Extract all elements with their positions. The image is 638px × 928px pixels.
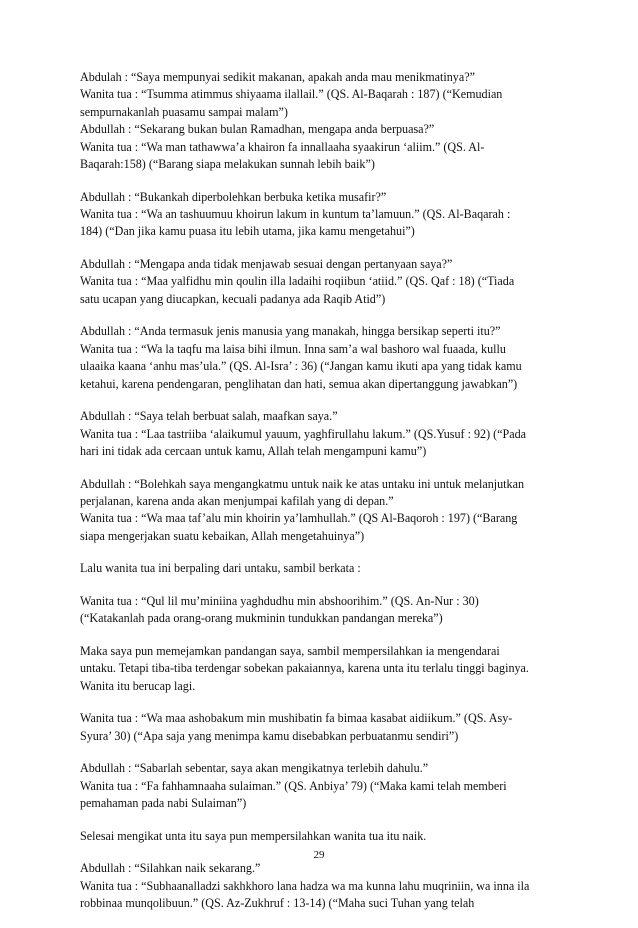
text-line: Syura’ 30) (“Apa saja yang menimpa kamu disebabkan perbuatanmu sendiri”) [80, 728, 459, 743]
text-line: Lalu wanita tua ini berpaling dari untaku, sambil berkata : [80, 561, 361, 576]
text-line: robbinaa munqolibuun.” (QS. Az-Zukhruf : 13-14) (“Maha suci Tuhan yang telah [80, 896, 475, 911]
text-line: Wanita tua : “Wa maa ashobakum min mushibatin fa bimaa kasabat aidiikum.” (QS. Asy- [80, 711, 513, 726]
text-line: Wanita tua : “Wa an tashuumuu khoirun lakum in kuntum ta’lamuun.” (QS. Al-Baqarah : [80, 207, 511, 222]
text-line: Selesai mengikat unta itu saya pun mempersilahkan wanita tua itu naik. [80, 828, 427, 843]
text-line: 184) (“Dan jika kamu puasa itu lebih utama, jika kamu mengetahui”) [80, 224, 415, 239]
page-body-text [80, 69, 566, 928]
text-line: Wanita tua : “Laa tastriiba ‘alaikumul yauum, yaghfirullahu lakum.” (QS.Yusuf : 92) (“Pada [80, 426, 527, 441]
text-line: Abdullah : “Saya telah berbuat salah, maafkan saya.” [80, 409, 338, 424]
text-line: perjalanan, karena anda akan menjumpai kafilah yang di depan.” [80, 494, 394, 509]
text-line: Abdullah : “Silahkan naik sekarang.” [80, 861, 261, 876]
text-line: ulaaika kaana ‘anhu mas’ula.” (QS. Al-Isra’ : 36) (“Jangan kamu ikuti apa yang tidak kamu [80, 359, 522, 374]
paragraph [80, 408, 566, 460]
page-number: 29 [313, 849, 325, 861]
text-line: Wanita tua : “Qul lil mu’miniina yaghdudhu min abshoorihim.” (QS. An-Nur : 30) [80, 594, 479, 609]
text-line: ketahui, karena pendengaran, penglihatan dan hati, semua akan dipertanggung jawabkan”) [80, 376, 518, 391]
paragraph [80, 69, 566, 173]
paragraph [80, 560, 566, 577]
text-line: (“Katakanlah pada orang-orang mukminin tundukkan pandangan mereka”) [80, 611, 443, 626]
text-line: Wanita tua : “Wa maa taf’alu min khoirin ya’lamhullah.” (QS Al-Baqoroh : 197) (“Barang [80, 511, 518, 526]
paragraph [80, 256, 566, 308]
paragraph [80, 189, 566, 241]
text-line: Wanita itu berucap lagi. [80, 678, 196, 693]
text-line: Wanita tua : “Maa yalfidhu min qoulin illa ladaihi roqiibun ‘atiid.” (QS. Qaf : 18) (“Tiada [80, 274, 515, 289]
paragraph [80, 323, 566, 393]
text-line: Abdullah : “Bukankah diperbolehkan berbuka ketika musafir?” [80, 189, 387, 204]
text-line: Wanita tua : “Tsumma atimmus shiyaama ilallail.” (QS. Al-Baqarah : 187) (“Kemudian [80, 87, 503, 102]
text-line: siapa mengerjakan suatu kebaikan, Allah mengetahuinya”) [80, 528, 365, 543]
text-line: Abdulah : “Saya mempunyai sedikit makanan, apakah anda mau menikmatinya?” [80, 70, 475, 84]
paragraph [80, 643, 566, 695]
paragraph [80, 476, 566, 546]
text-line: pemahaman pada nabi Sulaiman”) [80, 796, 247, 811]
text-line: Abdullah : “Anda termasuk jenis manusia yang manakah, hingga bersikap seperti itu?” [80, 324, 501, 339]
paragraph [80, 710, 566, 745]
paragraph [80, 593, 566, 628]
text-line: untaku. Tetapi tiba-tiba terdengar sobekan pakaiannya, karena unta itu terlalu tinggi baginya. [80, 661, 529, 676]
text-line: Wanita tua : “Wa la taqfu ma laisa bihi ilmun. Inna sam’a wal bashoro wal fuaada, kullu [80, 341, 506, 356]
text-line: satu ucapan yang diucapkan, kecuali padanya ada Raqib Atid”) [80, 291, 386, 306]
text-line: hari ini tidak ada cercaan untuk kamu, Allah telah mengampuni kamu”) [80, 444, 427, 459]
text-line: Wanita tua : “Fa fahhamnaaha sulaiman.” (QS. Anbiya’ 79) (“Maka kami telah memberi [80, 778, 507, 793]
text-line: Abdullah : “Sabarlah sebentar, saya akan mengikatnya terlebih dahulu.” [80, 761, 429, 776]
paragraph [80, 860, 566, 912]
text-line: sempurnakanlah puasamu sampai malam”) [80, 104, 288, 119]
paragraph [80, 760, 566, 812]
text-line: Wanita tua : “Wa man tathawwa’a khairon fa innallaaha syaakirun ‘aliim.” (QS. Al- [80, 139, 485, 154]
text-line: Baqarah:158) (“Barang siapa melakukan sunnah lebih baik”) [80, 157, 375, 172]
text-line: Wanita tua : “Subhaanalladzi sakhkhoro lana hadza wa ma kunna lahu muqriniin, wa inna ila [80, 878, 530, 893]
paragraph [80, 828, 566, 845]
text-line: Abdullah : “Mengapa anda tidak menjawab sesuai dengan pertanyaan saya?” [80, 257, 453, 272]
text-line: Maka saya pun memejamkan pandangan saya, sambil mempersilahkan ia mengendarai [80, 644, 500, 659]
text-line: Abdullah : “Bolehkah saya mengangkatmu untuk naik ke atas untaku ini untuk melanjutkan [80, 476, 525, 491]
text-line: Abdullah : “Sekarang bukan bulan Ramadhan, mengapa anda berpuasa?” [80, 122, 435, 137]
